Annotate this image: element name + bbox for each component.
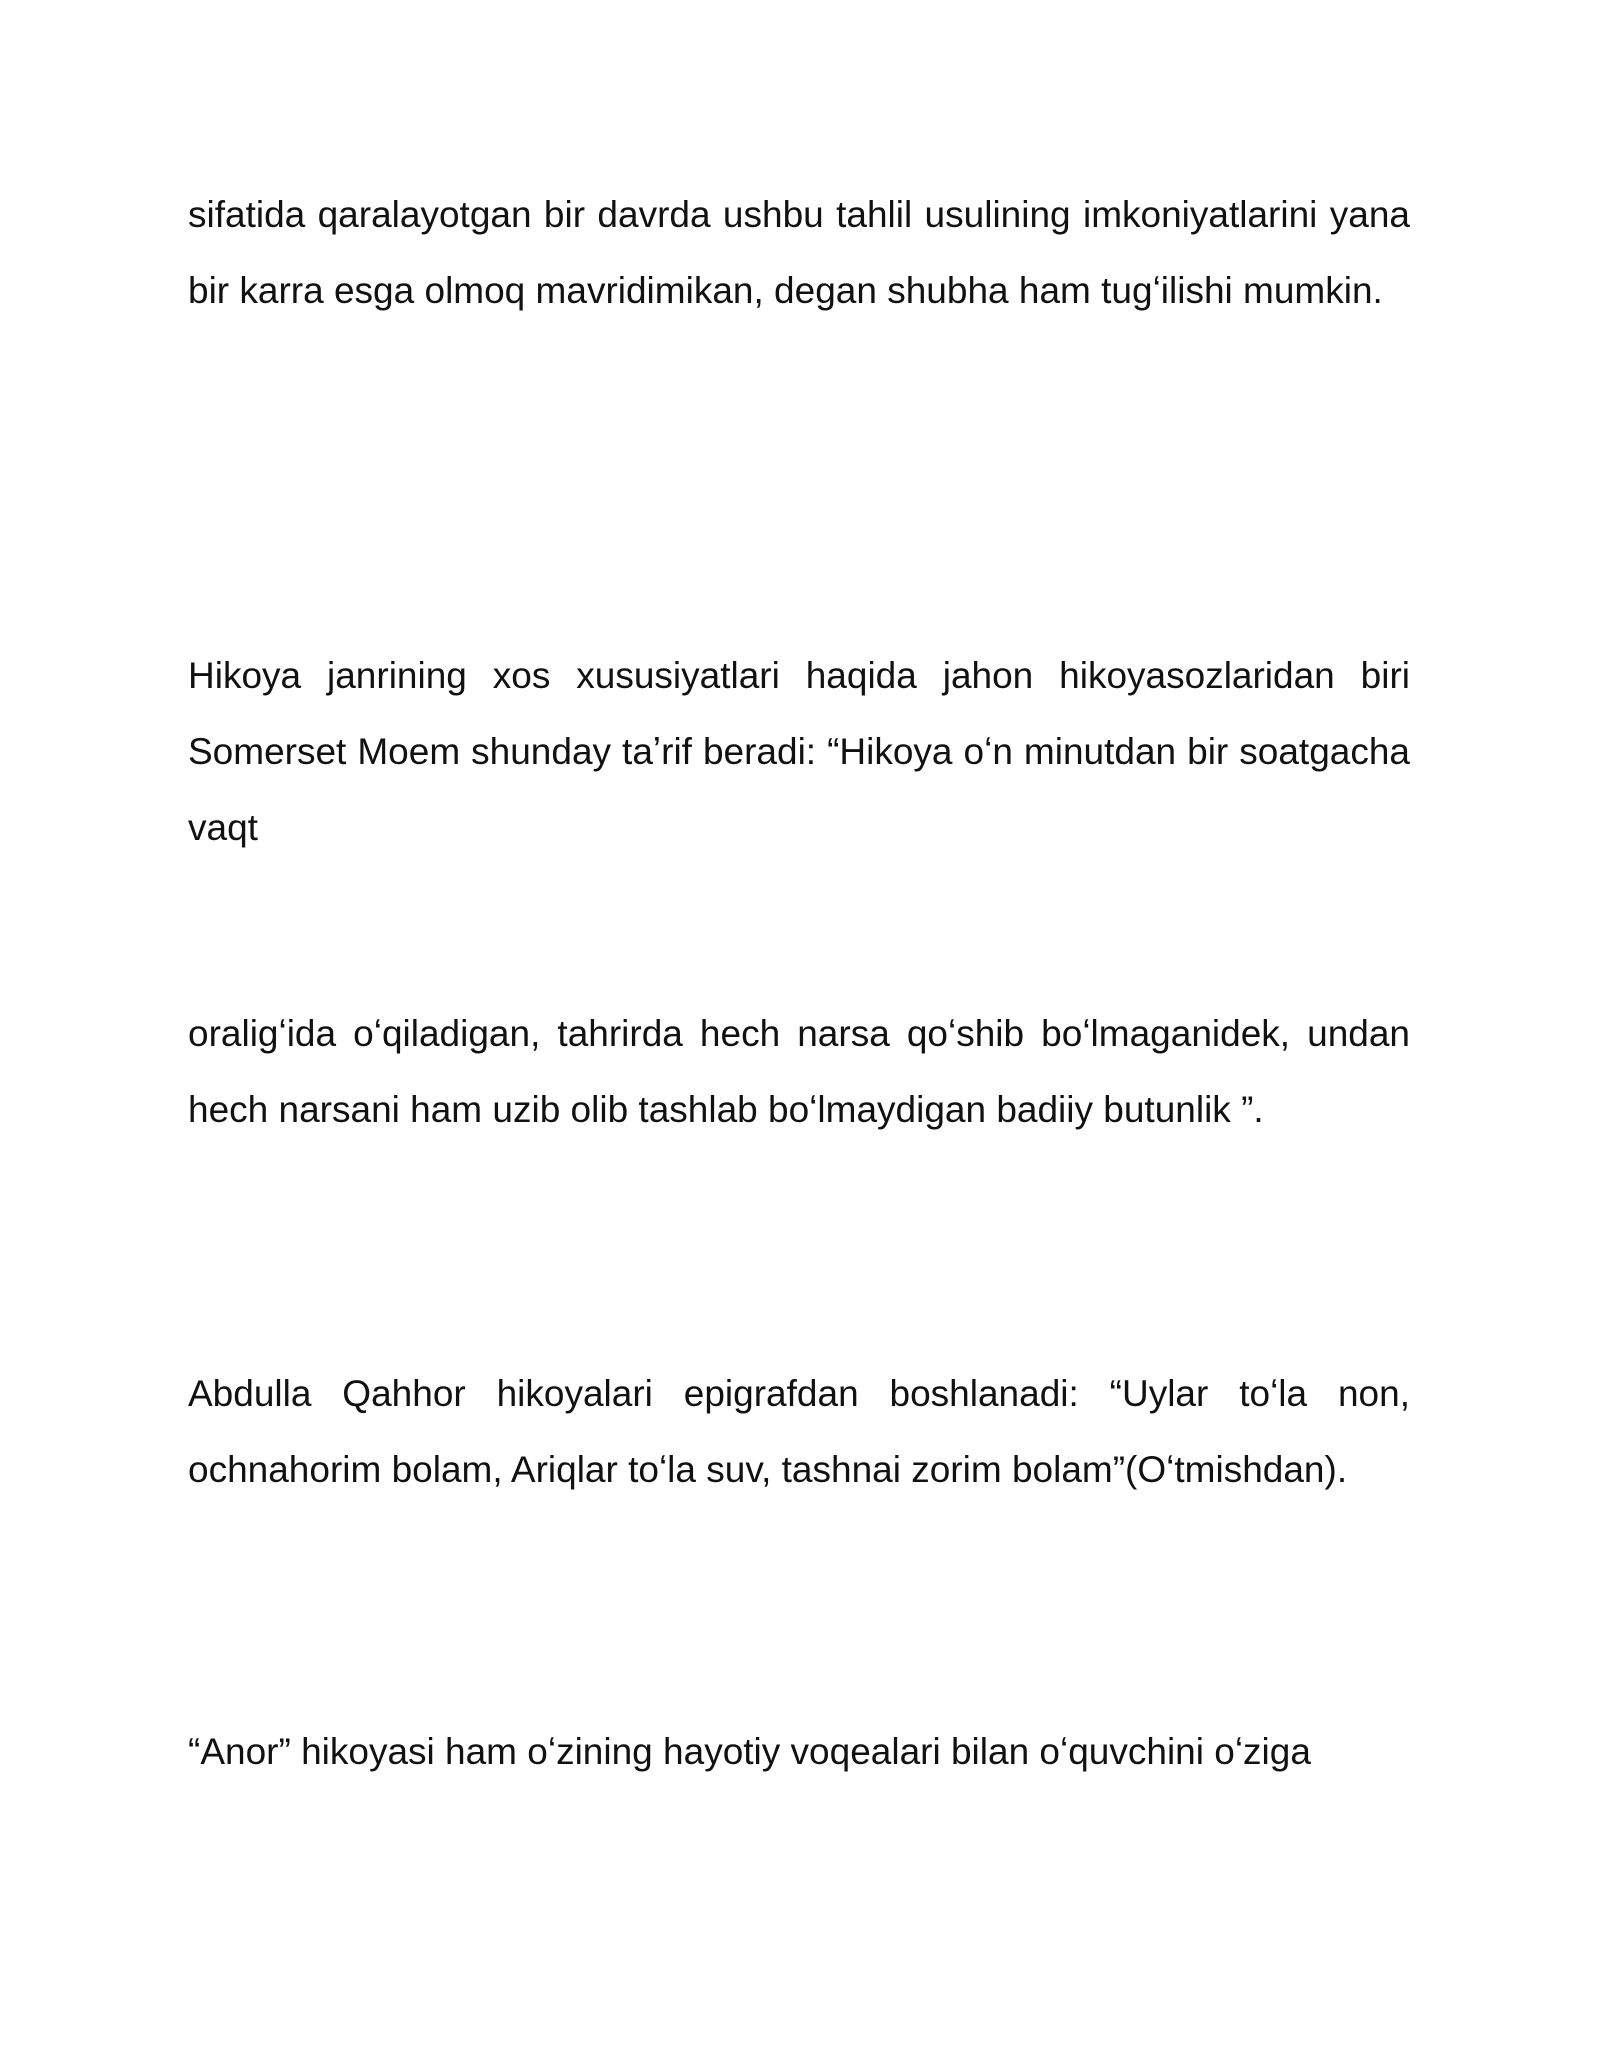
paragraph-5: “Anor” hikoyasi ham oʻzining hayotiy voqealari bilan oʻquvchini oʻziga <box>188 1731 1311 1772</box>
paragraph-4: Abdulla Qahhor hikoyalari epigrafdan boshlanadi: “Uylar toʻla non, ochnahorim bolam, Ariqlar toʻla suv, tashnai zorim bolam”(Oʻtmishdan). <box>188 1373 1410 1490</box>
paragraph-3: oraligʻida oʻqiladigan, tahrirda hech narsa qoʻshib boʻlmaganidek, undan hech narsani ham uzib olib tashlab boʻlmaydigan badiiy butunlik ”. <box>188 1013 1410 1130</box>
paragraph-1: sifatida qaralayotgan bir davrda ushbu tahlil usulining imkoniyatlarini yana bir karra esga olmoq mavridimikan, degan shubha ham tugʻilishi mumkin. <box>188 194 1410 311</box>
paragraph-2: Hikoya janrining xos xususiyatlari haqida jahon hikoyasozlaridan biri Somerset Moem shunday taʼrif beradi: “Hikoya oʻn minutdan bir soatgacha vaqt <box>188 655 1410 848</box>
